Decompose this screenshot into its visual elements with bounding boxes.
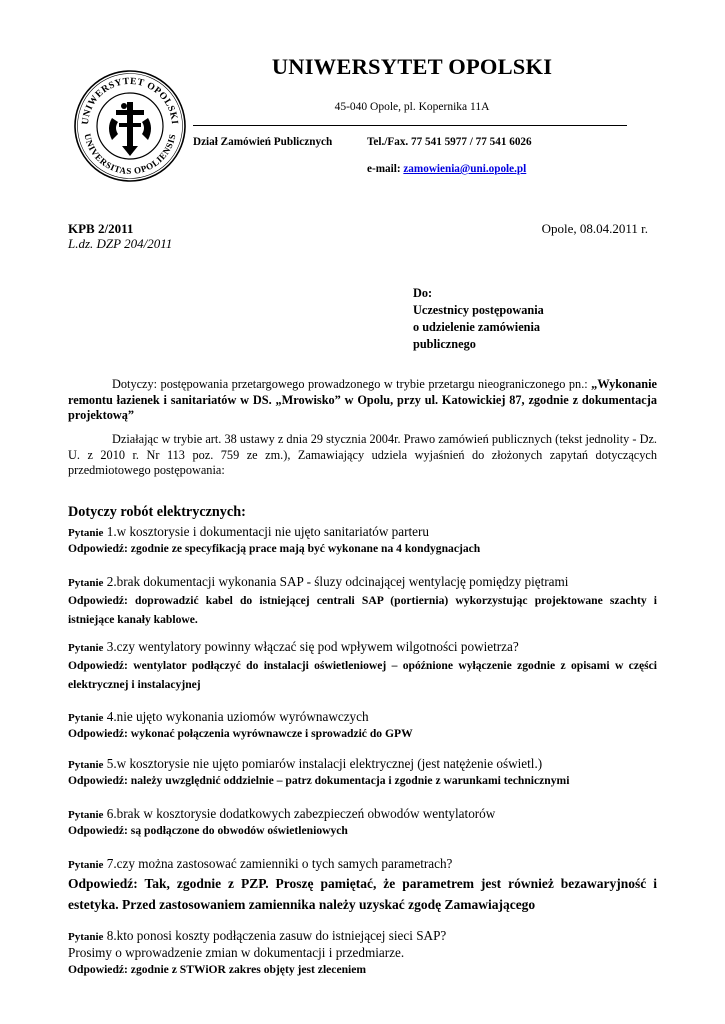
university-name: UNIWERSYTET OPOLSKI	[271, 54, 553, 79]
answer-text: Odpowiedź: wykonać połączenia wyrównawcze i sprowadzić do GPW	[68, 727, 413, 741]
email-label: e-mail:	[367, 163, 404, 175]
header-divider	[193, 125, 627, 126]
university-address: 45-040 Opole, pl. Kopernika 11A	[334, 101, 490, 113]
question-text: 1.w kosztorysie i dokumentacji nie ujęto sanitariatów parteru	[103, 524, 430, 539]
question-label: Pytanie	[68, 577, 104, 589]
intro-paragraph	[68, 432, 657, 479]
answer-text: Odpowiedź: wentylator podłączyć do instalacji oświetleniowej – opóźnione wyłączenie zgodnie z opisami w części elektrycznej i instalacyjnej	[68, 659, 657, 692]
recipient-line: publicznego	[413, 337, 476, 351]
question-text: 8.kto ponosi koszty podłączenia zasuw do istniejącej sieci SAP?	[103, 928, 447, 943]
answer-text: Odpowiedź: zgodnie ze specyfikacją prace mają być wykonane na 4 kondygnacjach	[68, 542, 481, 556]
qa-item-1	[68, 524, 657, 558]
seal-emblem-icon	[72, 68, 188, 184]
svg-text:UNIVERSITAS OPOLIENSIS: UNIVERSITAS OPOLIENSIS	[82, 132, 178, 177]
question-label: Pytanie	[68, 642, 104, 654]
question-label: Pytanie	[68, 809, 104, 821]
section-title: Dotyczy robót elektrycznych:	[68, 504, 246, 520]
answer-block	[68, 873, 657, 915]
question-text: 7.czy można zastosować zamienniki o tych samych parametrach?	[103, 856, 453, 871]
answer-text: Odpowiedź: są podłączone do obwodów oświetleniowych	[68, 824, 348, 838]
qa-item-3	[68, 639, 657, 694]
question-text: 4.nie ujęto wykonania uziomów wyrównawczych	[103, 709, 369, 724]
department-name: Dział Zamówień Publicznych	[193, 136, 333, 148]
question-label: Pytanie	[68, 527, 104, 539]
question-label: Pytanie	[68, 759, 104, 771]
university-seal	[72, 68, 188, 184]
recipient-line: Uczestnicy postępowania	[413, 303, 544, 317]
question-text: 6.brak w kosztorysie dodatkowych zabezpieczeń obwodów wentylatorów	[103, 806, 496, 821]
question-label: Pytanie	[68, 859, 104, 871]
telfax: Tel./Fax. 77 541 5977 / 77 541 6026	[367, 136, 532, 148]
question-text: 3.czy wentylatory powinny włączać się pod wpływem wilgotności powietrza?	[103, 639, 519, 654]
subject-paragraph	[68, 377, 657, 424]
question-text: 5.w kosztorysie nie ujęto pomiarów instalacji elektrycznej (jest natężenie oświetl.)	[103, 756, 543, 771]
recipient-line: o udzielenie zamówienia	[413, 320, 541, 334]
answer-text: Odpowiedź: należy uwzględnić oddzielnie – patrz dokumentacja i zgodnie z warunkami technicznymi	[68, 774, 570, 788]
document-date: Opole, 08.04.2011 r.	[541, 221, 648, 236]
subject-lead: Dotyczy: postępowania przetargowego prowadzonego w trybie przetargu nieograniczonego pn.:	[112, 377, 592, 391]
email-line	[367, 163, 526, 175]
email-link[interactable]: zamowienia@uni.opole.pl	[403, 163, 527, 175]
qa-item-2	[68, 574, 657, 629]
question-label: Pytanie	[68, 712, 104, 724]
subject-title: „Wykonanie remontu łazienek i sanitariatów w DS. „Mrowisko” w Opolu, przy ul. Katowickiej 87, zgodnie z dokumentacja projektową”	[68, 377, 657, 423]
svg-text:UNIWERSYTET OPOLSKI: UNIWERSYTET OPOLSKI	[79, 75, 181, 126]
answer-text: Odpowiedź: zgodnie z STWiOR zakres objęty jest zleceniem	[68, 962, 367, 976]
recipient-block	[413, 285, 544, 353]
intro-text: Działając w trybie art. 38 ustawy z dnia 29 stycznia 2004r. Prawo zamówień publicznych (tekst jednolity - Dz. U. z 2010 r. Nr 113 poz. 759 ze zm.), Zamawiający udziela wyjaśnień do złożonych zapytań dotyczących przedmiotowego postępowania:	[68, 432, 657, 478]
question-text-continued: Prosimy o wprowadzenie zmian w dokumentacji i przedmiarze.	[68, 945, 405, 961]
answer-label: Odpowiedź:	[68, 876, 145, 892]
question-label: Pytanie	[68, 931, 104, 943]
qa-item-8	[68, 928, 657, 978]
qa-item-5	[68, 756, 657, 790]
recipient-line: Do:	[413, 286, 433, 300]
question-text: 2.brak dokumentacji wykonania SAP - śluzy odcinającej wentylację pomiędzy piętrami	[103, 574, 569, 589]
reference-number: KPB 2/2011	[68, 221, 134, 236]
log-number: L.dz. DZP 204/2011	[68, 236, 173, 251]
qa-item-7	[68, 856, 657, 915]
answer-text: Odpowiedź: doprowadzić kabel do istniejącej centrali SAP (portiernia) wykorzystując projektowane szachty i istniejące kanały kablowe.	[68, 594, 657, 627]
answer-text: Tak, zgodnie z PZP. Proszę pamiętać, że parametrem jest również bezawaryjność i estetyka. Przed zastosowaniem zamiennika należy uzyskać zgodę Zamawiającego	[68, 876, 657, 913]
qa-item-4	[68, 709, 657, 743]
qa-item-6	[68, 806, 657, 840]
